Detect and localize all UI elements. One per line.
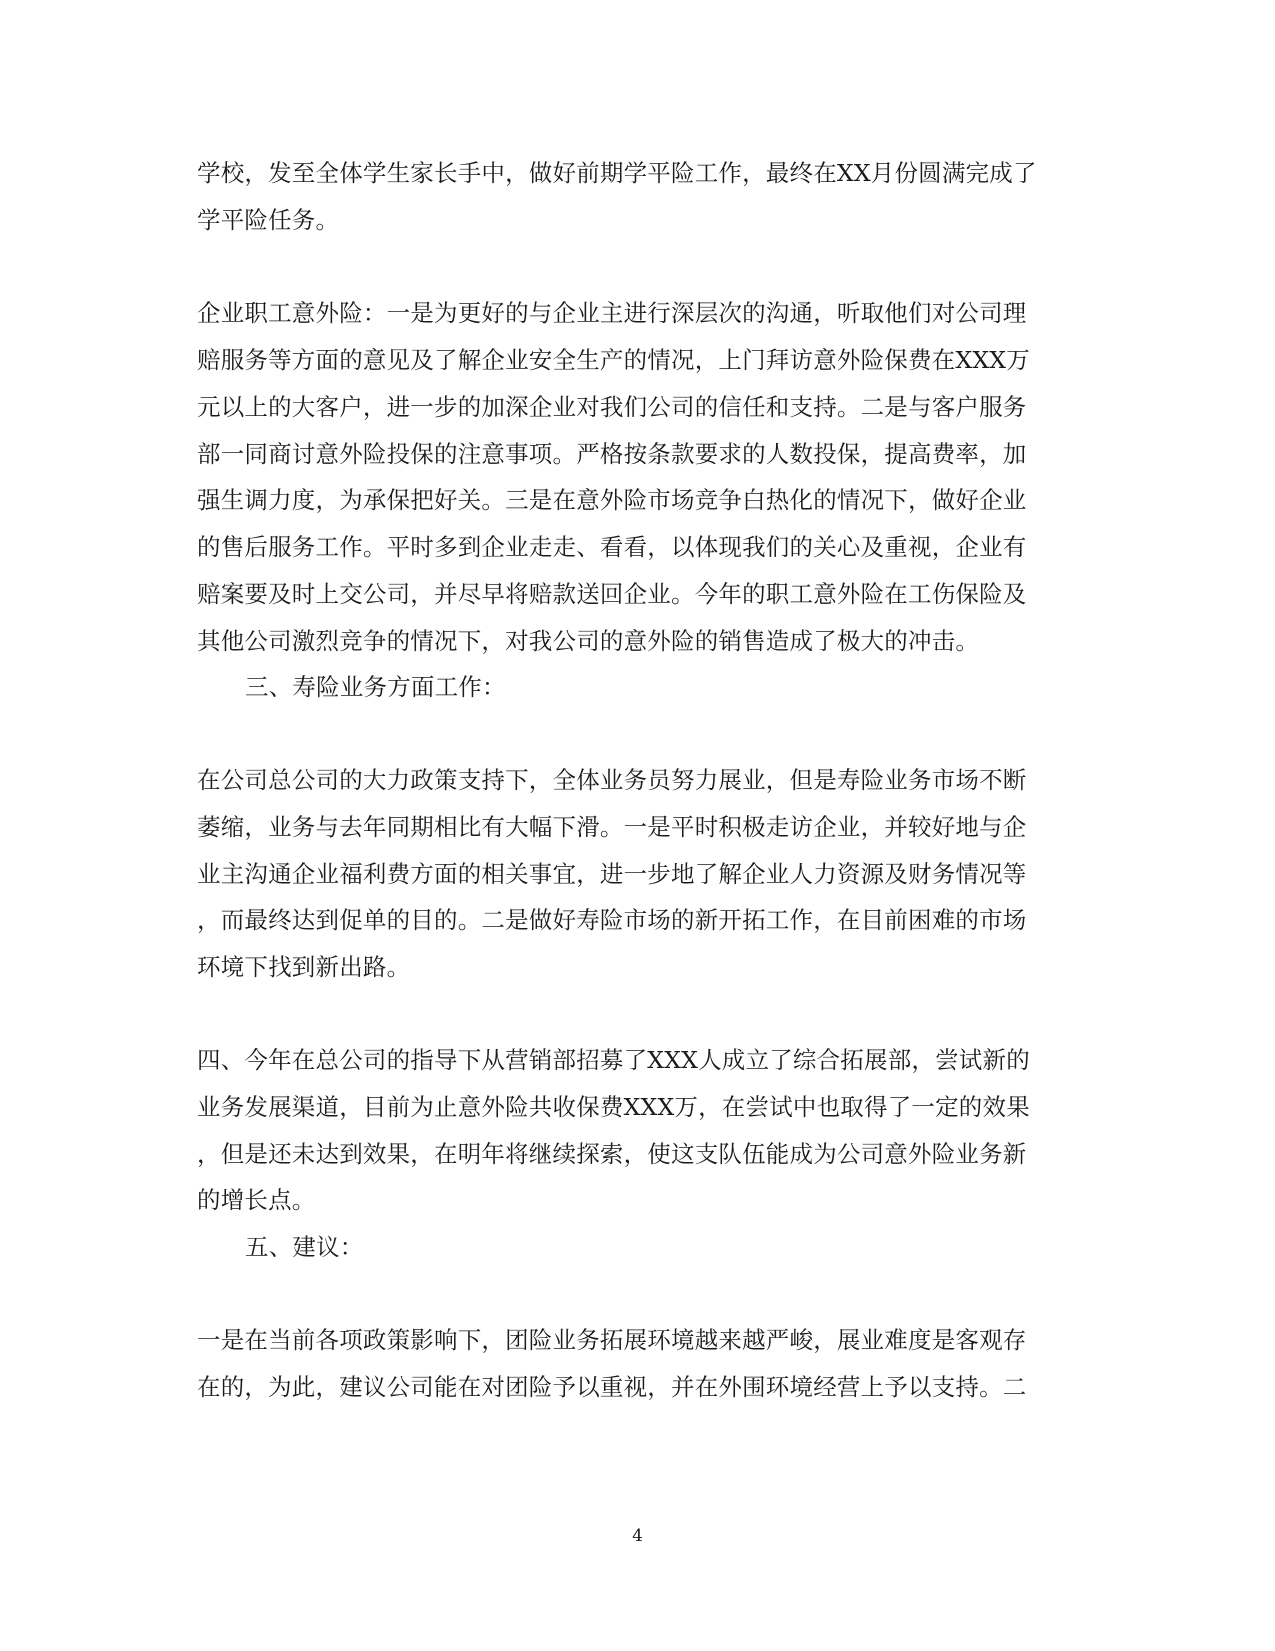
text-line: 元以上的大客户，进一步的加深企业对我们公司的信任和支持。二是与客户服务 (197, 393, 1027, 421)
text-line: 强生调力度，为承保把好关。三是在意外险市场竞争白热化的情况下，做好企业 (197, 486, 1027, 514)
page-number: 4 (632, 1526, 643, 1546)
text-line: 在公司总公司的大力政策支持下，全体业务员努力展业，但是寿险业务市场不断 (197, 766, 1027, 794)
text-line: 四、今年在总公司的指导下从营销部招募了XXX人成立了综合拓展部，尝试新的 (197, 1046, 1030, 1074)
text-line: 业务发展渠道，目前为止意外险共收保费XXX万，在尝试中也取得了一定的效果 (197, 1093, 1030, 1121)
text-line: 部一同商讨意外险投保的注意事项。严格按条款要求的人数投保，提高费率，加 (197, 440, 1027, 468)
text-line: 的增长点。 (197, 1186, 316, 1214)
text-line: ，但是还未达到效果，在明年将继续探索，使这支队伍能成为公司意外险业务新 (197, 1140, 1027, 1168)
text-line: 其他公司激烈竞争的情况下，对我公司的意外险的销售造成了极大的冲击。 (197, 627, 980, 655)
text-line: 业主沟通企业福利费方面的相关事宜，进一步地了解企业人力资源及财务情况等 (197, 860, 1027, 888)
text-line: 一是在当前各项政策影响下，团险业务拓展环境越来越严峻，展业难度是客观存 (197, 1326, 1027, 1354)
text-line: 在的，为此，建议公司能在对团险予以重视，并在外围环境经营上予以支持。二 (197, 1373, 1027, 1401)
text-line: 企业职工意外险：一是为更好的与企业主进行深层次的沟通，听取他们对公司理 (197, 299, 1027, 327)
text-line: 学校，发至全体学生家长手中，做好前期学平险工作，最终在XX月份圆满完成了 (197, 159, 1037, 187)
text-line: 萎缩，业务与去年同期相比有大幅下滑。一是平时积极走访企业，并较好地与企 (197, 813, 1027, 841)
text-line: 环境下找到新出路。 (197, 953, 411, 981)
text-line: ，而最终达到促单的目的。二是做好寿险市场的新开拓工作，在目前困难的市场 (197, 906, 1027, 934)
text-line: 学平险任务。 (197, 206, 340, 234)
section-heading: 五、建议： (245, 1233, 364, 1261)
text-line: 的售后服务工作。平时多到企业走走、看看，以体现我们的关心及重视，企业有 (197, 533, 1027, 561)
section-heading: 三、寿险业务方面工作： (245, 673, 506, 701)
text-line: 赔服务等方面的意见及了解企业安全生产的情况，上门拜访意外险保费在XXX万 (197, 346, 1030, 374)
text-line: 赔案要及时上交公司，并尽早将赔款送回企业。今年的职工意外险在工伤保险及 (197, 580, 1027, 608)
